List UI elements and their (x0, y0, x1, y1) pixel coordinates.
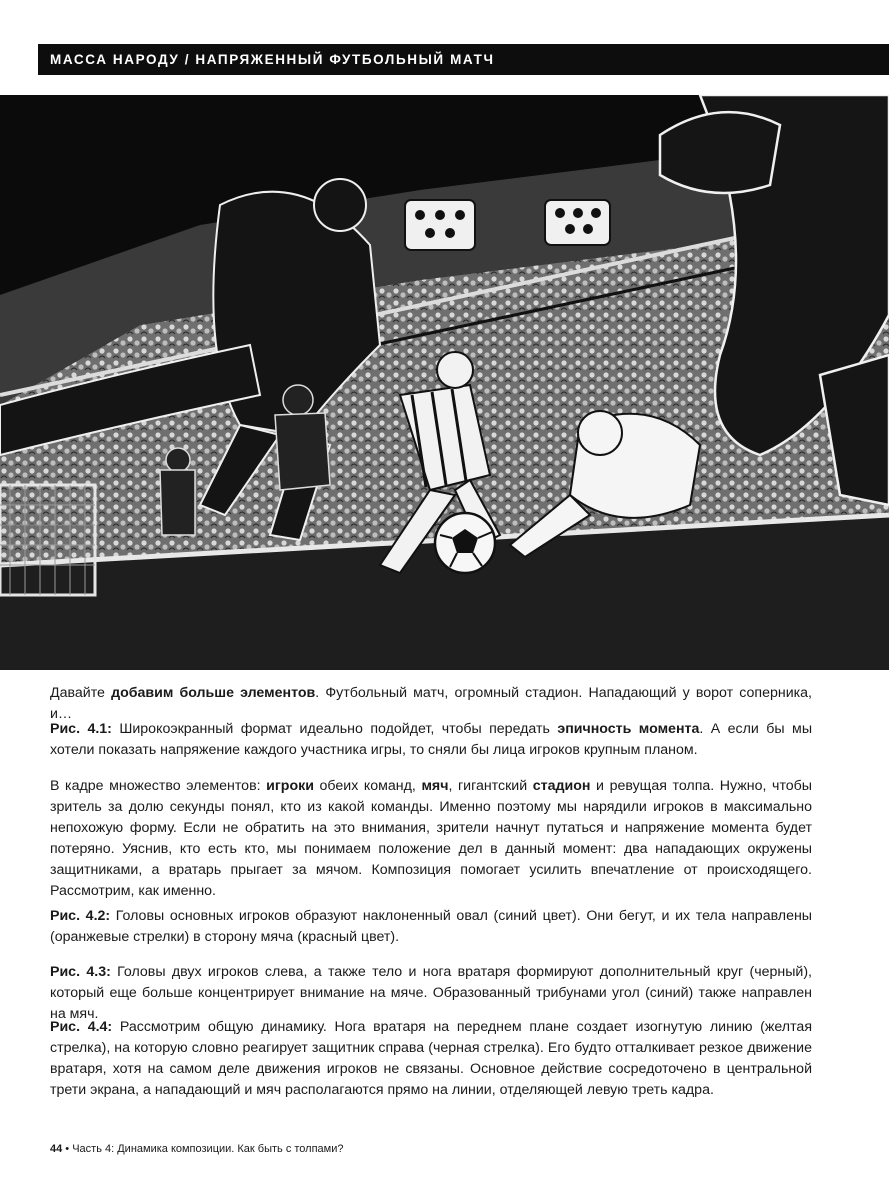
bold-text: добавим больше элементов (111, 685, 316, 701)
text: Давайте (50, 685, 112, 701)
text: и ревущая толпа. Нужно, чтобы зритель за долю секунды понял, кто из какой команды. Именно поэтому мы нарядили игроков в максимально непохожую форму. Если не обратить на это внимания, зрители начнут путаться и напряжение момента будет потеряно. Уяснив, кто есть кто, мы понимаем положение дел в данный момент: два нападающих окружены защитниками, а вратарь прыгает за мячом. Композиция помогает усилить впечатление от происходящего. Рассмотрим, как именно. (50, 778, 812, 899)
page-number: 44 (50, 1143, 63, 1155)
bold-text: эпичность момента (557, 721, 700, 737)
text: Широкоэкранный формат идеально подойдет, чтобы передать (111, 721, 558, 737)
paragraph-fig-4-2 (50, 906, 812, 948)
text: Рассмотрим общую динамику. Нога вратаря на переднем плане создает изогнутую линию (желтая стрелка), на которую словно реагирует защитник справа (черная стрелка). Его будто отталкивает резкое движение вратаря, хотя на самом деле движения игроков не связаны. Основное действие сосредоточено в центральной трети экрана, а нападающий и мяч располагаются прямо на линии, отделяющей левую треть кадра. (50, 1019, 812, 1098)
figure-label: Рис. 4.2: (50, 908, 111, 924)
text: . А если бы мы хотели показать напряжение каждого участника игры, то сняли бы лица игроков крупным планом. (50, 721, 813, 758)
football-match-illustration (0, 95, 889, 670)
bold-text: игроки (266, 778, 314, 794)
text: обеих команд, (313, 778, 422, 794)
figure-label: Рис. 4.3: (50, 964, 111, 980)
paragraph-fig-4-1 (50, 719, 812, 761)
text: В кадре множество элементов: (50, 778, 267, 794)
figure-label: Рис. 4.4: (50, 1019, 113, 1035)
paragraph-fig-4-4 (50, 1017, 812, 1101)
bold-text: мяч (421, 778, 449, 794)
text: Головы двух игроков слева, а также тело и нога вратаря формируют дополнительный круг (черный), который еще больше концентрирует внимание на мяче. Образованный трибунами угол (синий) также направлен на мяч. (50, 964, 813, 1022)
page-footer (50, 1143, 344, 1155)
chapter-title: Часть 4: Динамика композиции. Как быть с толпами? (72, 1143, 344, 1155)
text: . Футбольный матч, огромный стадион. Нападающий у ворот соперника, и… (50, 685, 812, 722)
bold-text: стадион (532, 778, 591, 794)
paragraph-elements (50, 776, 812, 902)
text: , гигантский (448, 778, 533, 794)
footer-separator: • (62, 1143, 73, 1155)
section-title: МАССА НАРОДУ / НАПРЯЖЕННЫЙ ФУТБОЛЬНЫЙ МАТЧ (50, 52, 495, 67)
figure-label: Рис. 4.1: (50, 721, 112, 737)
section-header (38, 44, 889, 75)
text: Головы основных игроков образуют наклоненный овал (синий цвет). Они бегут, и их тела направлены (оранжевые стрелки) в сторону мяча (красный цвет). (50, 908, 812, 945)
paragraph-fig-4-3 (50, 962, 812, 1025)
